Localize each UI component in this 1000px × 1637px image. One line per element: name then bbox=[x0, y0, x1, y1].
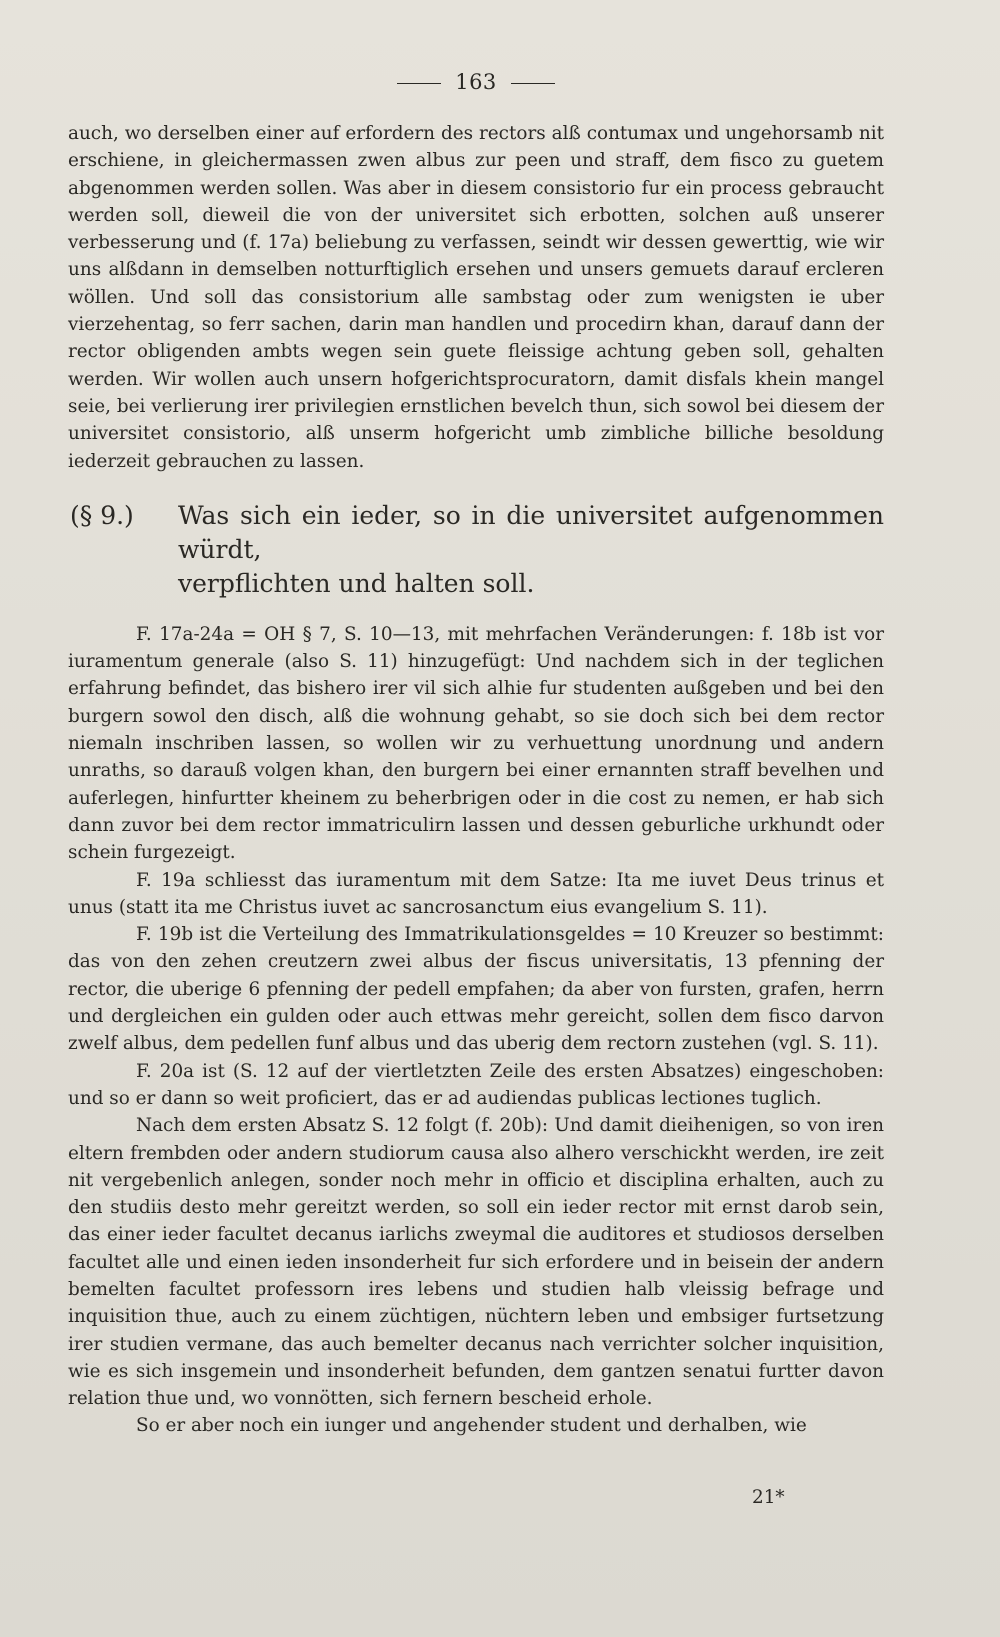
page-number: 163 bbox=[455, 70, 497, 94]
section-number: (§ 9.) bbox=[70, 500, 134, 530]
header-dash-left bbox=[397, 83, 441, 84]
page-header bbox=[68, 70, 884, 94]
signature-mark: 21* bbox=[752, 1487, 785, 1508]
note-paragraph: F. 20a ist (S. 12 auf der viertletzten Zeile des ersten Absatzes) eingeschoben: und so er dann so weit proficiert, das er ad audiendas publicas lectiones tuglich. bbox=[68, 1060, 884, 1109]
note-paragraph: F. 19a schliesst das iuramentum mit dem Satze: Ita me iuvet Deus trinus et unus (statt ita me Christus iuvet ac sancrosanctum eius evangelium S. 11). bbox=[68, 869, 884, 918]
note-paragraph: So er aber noch ein iunger und angehender student und derhalben, wie bbox=[136, 1415, 807, 1437]
section-heading bbox=[68, 499, 884, 601]
body-paragraph: auch, wo derselben einer auf erfordern des rectors alß contumax und ungehorsamb nit erschiene, in gleichermassen zwen albus zur peen und straff, dem fisco zu guetem abgenommen werden sollen. Was aber in diesem consistorio fur ein process gebraucht werden soll, dieweil die von der universitet sich erbotten, solchen auß unserer verbesserung und (f. 17a) beliebung zu verfassen, seindt wir dessen gewerttig, wie wir uns alßdann in demselben notturftiglich ersehen und unsers gemuets darauf ercleren wöllen. Und soll das consistorium alle sambstag oder zum wenigsten ie uber vierzehentag, so ferr sachen, darin man handlen und procedirn khan, darauf dann der rector obligenden ambts wegen sein guete fleissige achtung geben soll, gehalten werden. Wir wollen auch unsern hofgerichtsprocuratorn, damit disfals khein mangel seie, bei verlierung irer privilegien ernstlichen bevelch thun, sich sowol bei diesem der universitet consistorio, alß unserm hofgericht umb zimbliche billiche besoldung iederzeit gebrauchen zu lassen. bbox=[68, 123, 884, 472]
section-title-line-1: Was sich ein ieder, so in die universitet aufgenommen würdt, bbox=[178, 500, 884, 564]
section-title bbox=[178, 499, 884, 601]
section-title-line-2: verpflichten und halten soll. bbox=[178, 568, 535, 598]
header-dash-right bbox=[511, 83, 555, 84]
note-paragraph: F. 19b ist die Verteilung des Immatrikulationsgeldes = 10 Kreuzer so bestimmt: das von den zehen creutzern zwei albus der fiscus universitatis, 13 pfenning der rector, die uberige 6 pfenning der pedell empfahen; da aber von fursten, grafen, herrn und dergleichen ein gulden oder auch ettwas mehr gereicht, sollen dem fisco darvon zwelf albus, dem pedellen funf albus und das uberig dem rectorn zustehen (vgl. S. 11). bbox=[68, 924, 884, 1055]
note-paragraph: Nach dem ersten Absatz S. 12 folgt (f. 20b): Und damit dieihenigen, so von iren eltern frembden oder andern studiorum causa also alhero verschickht werden, ire zeit nit vergebenlich anlegen, sonder noch mehr in officio et disciplina erhalten, auch zu den studiis desto mehr gereitzt werden, so soll ein ieder rector mit ernst darob sein, das einer ieder facultet decanus iarlichs zweymal die auditores et studiosos derselben facultet alle und einen ieden insonderheit fur sich erfordere und in beisein der andern bemelten facultet professorn ires lebens und studien halb vleissig befrage und inquisition thue, auch zu einem züchtigen, nüchtern leben und embsiger furtsetzung irer studien vermane, das auch bemelter decanus nach verrichter solcher inquisition, wie es sich insgemein und insonderheit befunden, dem gantzen senatui furtter davon relation thue und, wo vonnötten, sich fernern bescheid erhole. bbox=[68, 1115, 884, 1410]
note-paragraph: F. 17a-24a = OH § 7, S. 10—13, mit mehrfachen Veränderungen: f. 18b ist vor iuramentum generale (also S. 11) hinzugefügt: Und nachdem sich in der teglichen erfahrung befindet, das bishero irer vil sich alhie fur studenten außgeben und bei den burgern sowol den disch, alß die wohnung gehabt, so sie doch sich bei dem rector niemaln inschriben lassen, so wollen wir zu verhuettung unordnung und andern unraths, so darauß volgen khan, den burgern bei einer ernannten straff bevelhen und auferlegen, hinfurtter kheinem zu beherbrigen oder in die cost zu nemen, er hab sich dann zuvor bei dem rector immatriculirn lassen und dessen geburliche urkhundt oder schein furgezeigt. bbox=[68, 623, 884, 864]
